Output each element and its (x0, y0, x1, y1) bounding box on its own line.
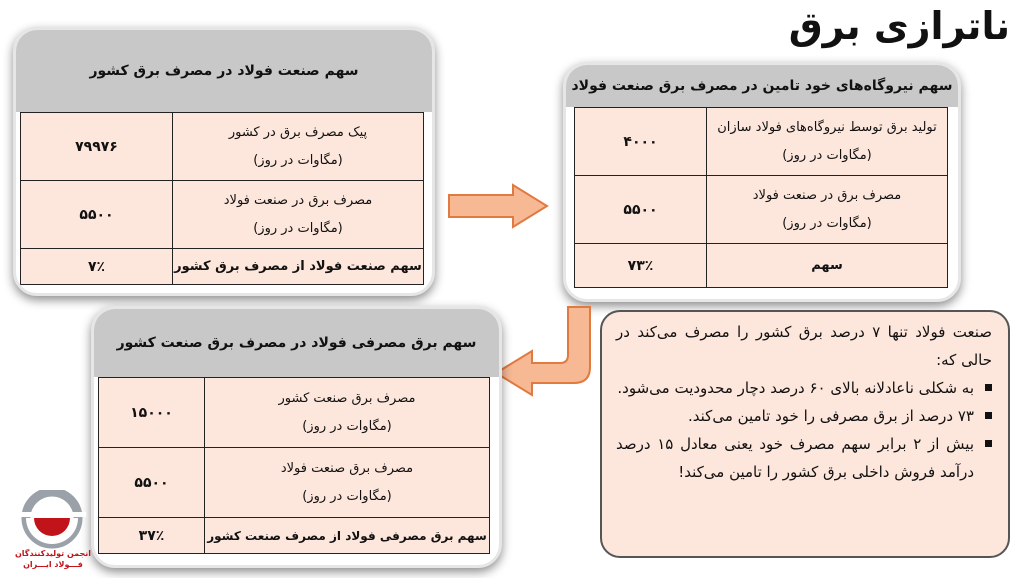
data-table (20, 112, 424, 285)
row-value: ۵۵۰۰ (575, 176, 707, 244)
row-label-main: تولید برق توسط نیروگاه‌های فولاد سازان (717, 119, 937, 135)
table-row (21, 181, 424, 249)
note-bullets (616, 374, 992, 486)
logo-line-1: انجمن تولیدکنندگان (14, 549, 92, 558)
summary-note (600, 310, 1010, 558)
row-label: سهم (707, 244, 948, 288)
row-label-unit: (مگاوات در روز) (253, 220, 343, 236)
table-row (575, 176, 948, 244)
row-label-unit: (مگاوات در روز) (253, 152, 343, 168)
row-label (173, 113, 424, 181)
row-label: سهم صنعت فولاد از مصرف برق کشور (173, 249, 424, 285)
row-label (205, 378, 490, 448)
card-steel-share-national (13, 27, 435, 296)
card-steel-share-industry (91, 306, 502, 568)
arrow-right-icon (447, 183, 551, 229)
data-table (574, 107, 948, 288)
row-label (707, 108, 948, 176)
row-label-main: مصرف برق در صنعت فولاد (223, 192, 373, 208)
table-row (99, 518, 490, 554)
row-label-unit: (مگاوات در روز) (302, 418, 392, 434)
row-label-unit: (مگاوات در روز) (302, 488, 392, 504)
card-self-supply-share (563, 62, 961, 302)
row-value: ۳۷٪ (99, 518, 205, 554)
card-header: سهم برق مصرفی فولاد در مصرف برق صنعت کشور (94, 309, 499, 377)
note-intro: صنعت فولاد تنها ۷ درصد برق کشور را مصرف می‌کند در حالی که: (616, 323, 993, 369)
row-label-main: مصرف برق صنعت کشور (278, 390, 416, 406)
row-label (173, 181, 424, 249)
card-header: سهم صنعت فولاد در مصرف برق کشور (16, 30, 432, 112)
row-label-unit: (مگاوات در روز) (782, 147, 872, 163)
row-value: ۷۳٪ (575, 244, 707, 288)
row-label-main: پیک مصرف برق در کشور (228, 124, 368, 140)
row-label (205, 448, 490, 518)
row-label-main: مصرف برق در صنعت فولاد (752, 187, 902, 203)
arrow-bend-left-icon (492, 305, 602, 397)
table-row (575, 108, 948, 176)
list-item: به شکلی ناعادلانه بالای ۶۰ درصد دچار محدودیت می‌شود. (616, 374, 974, 402)
row-label: سهم برق مصرفی فولاد از مصرف صنعت کشور (205, 518, 490, 554)
row-value: ۷۹۹۷۶ (21, 113, 173, 181)
card-header: سهم نیروگاه‌های خود تامین در مصرف برق صنعت فولاد (566, 65, 958, 107)
table-row (575, 244, 948, 288)
logo-text (4, 548, 102, 570)
row-value: ۴۰۰۰ (575, 108, 707, 176)
slide-title: ناترازی برق (788, 4, 1010, 48)
table-row (99, 378, 490, 448)
row-label-main: مصرف برق صنعت فولاد (280, 460, 414, 476)
row-value: ۱۵۰۰۰ (99, 378, 205, 448)
logo-line-2: فـــولاد ایـــران (23, 560, 83, 569)
row-label (707, 176, 948, 244)
table-row (21, 249, 424, 285)
row-value: ۷٪ (21, 249, 173, 285)
table-row (21, 113, 424, 181)
data-table (98, 377, 490, 554)
table-row (99, 448, 490, 518)
row-value: ۵۵۰۰ (21, 181, 173, 249)
list-item: ۷۳ درصد از برق مصرفی را خود تامین می‌کند. (616, 402, 974, 430)
list-item: بیش از ۲ برابر سهم مصرف خود یعنی معادل ۱۵ درصد درآمد فروش داخلی برق کشور را تامین می‌کند! (616, 430, 974, 486)
row-value: ۵۵۰۰ (99, 448, 205, 518)
row-label-unit: (مگاوات در روز) (782, 215, 872, 231)
